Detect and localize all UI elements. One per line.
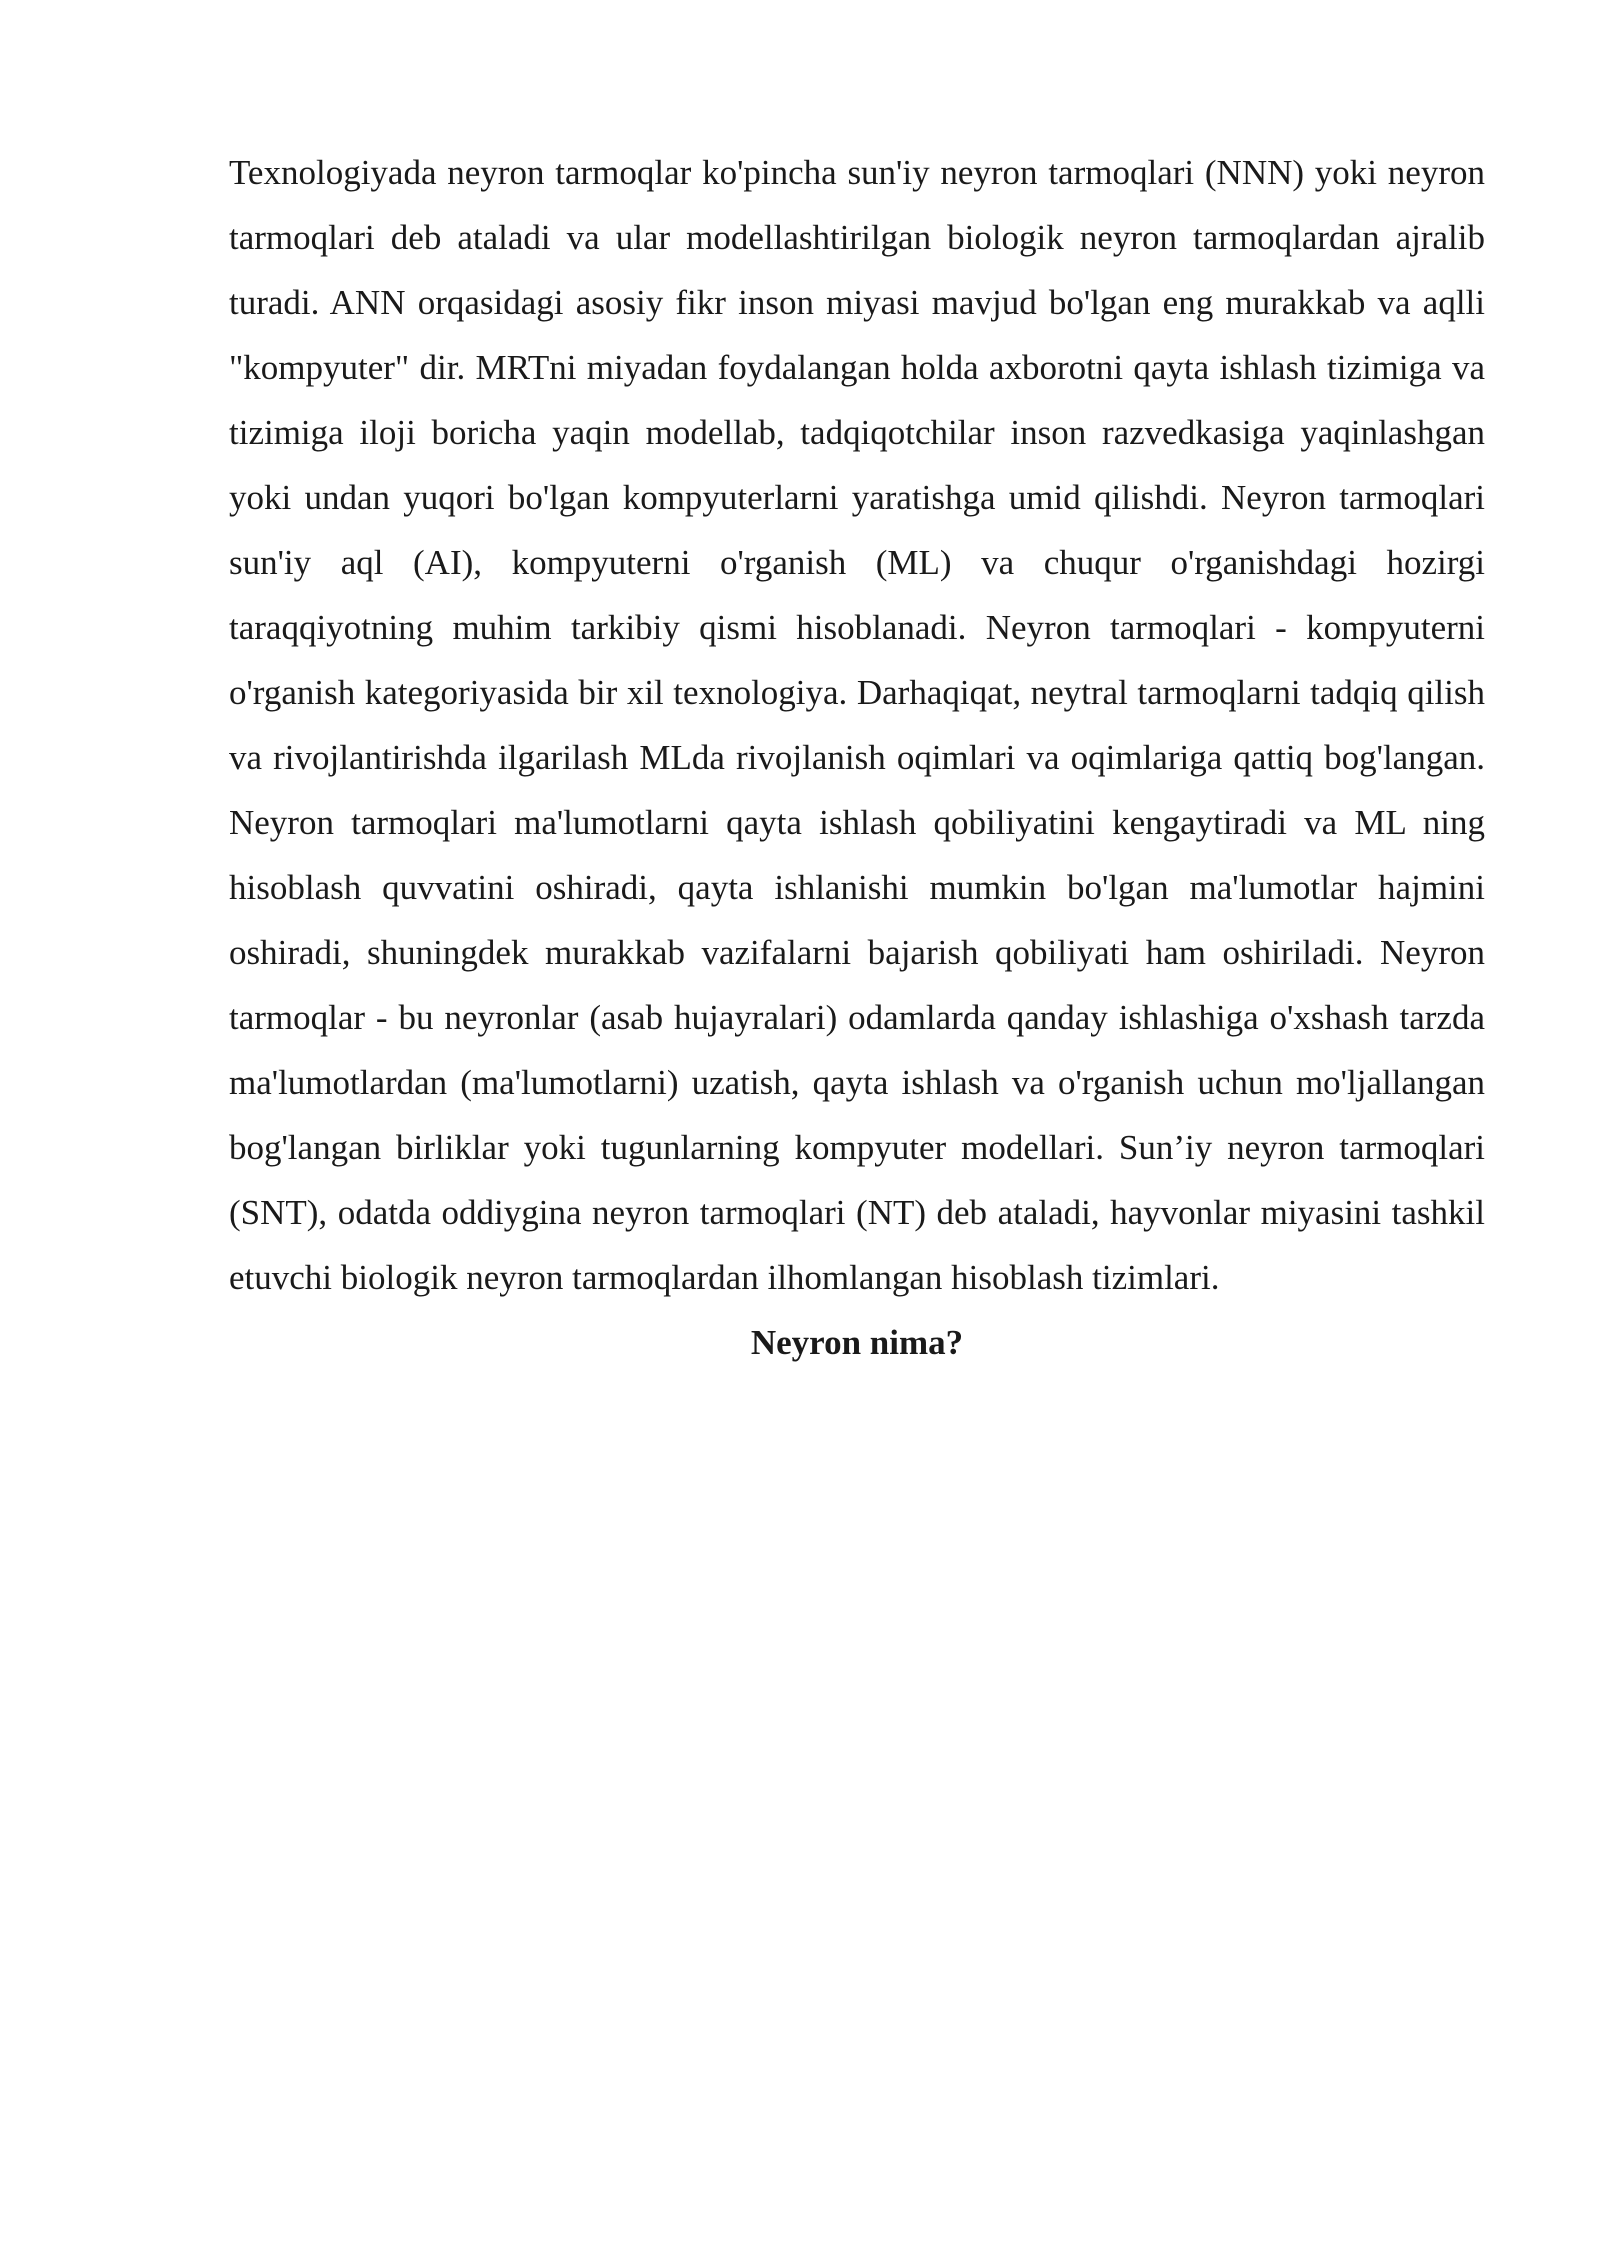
document-body — [229, 140, 1485, 1375]
body-paragraph: Texnologiyada neyron tarmoqlar ko'pincha sun'iy neyron tarmoqlari (NNN) yoki neyron tarmoqlari deb ataladi va ular modellashtirilgan biologik neyron tarmoqlardan ajralib turadi. ANN orqasidagi asosiy fikr inson miyasi mavjud bo'lgan eng murakkab va aqlli "kompyuter" dir. MRTni miyadan foydalangan holda axborotni qayta ishlash tizimiga va tizimiga iloji boricha yaqin modellab, tadqiqotchilar inson razvedkasiga yaqinlashgan yoki undan yuqori bo'lgan kompyuterlarni yaratishga umid qilishdi. Neyron tarmoqlari sun'iy aql (AI), kompyuterni o'rganish (ML) va chuqur o'rganishdagi hozirgi taraqqiyotning muhim tarkibiy qismi hisoblanadi. Neyron tarmoqlari - kompyuterni o'rganish kategoriyasida bir xil texnologiya. Darhaqiqat, neytral tarmoqlarni tadqiq qilish va rivojlantirishda ilgarilash MLda rivojlanish oqimlari va oqimlariga qattiq bog'langan. Neyron tarmoqlari ma'lumotlarni qayta ishlash qobiliyatini kengaytiradi va ML ning hisoblash quvvatini oshiradi, qayta ishlanishi mumkin bo'lgan ma'lumotlar hajmini oshiradi, shuningdek murakkab vazifalarni bajarish qobiliyati ham oshiriladi. Neyron tarmoqlar - bu neyronlar (asab hujayralari) odamlarda qanday ishlashiga o'xshash tarzda ma'lumotlardan (ma'lumotlarni) uzatish, qayta ishlash va o'rganish uchun mo'ljallangan bog'langan birliklar yoki tugunlarning kompyuter modellari. Sun’iy neyron tarmoqlari (SNT), odatda oddiygina neyron tarmoqlari (NT) deb ataladi, hayvonlar miyasini tashkil etuvchi biologik neyron tarmoqlardan ilhomlangan hisoblash tizimlari. — [229, 153, 1485, 1297]
section-heading: Neyron nima? — [750, 1323, 964, 1362]
